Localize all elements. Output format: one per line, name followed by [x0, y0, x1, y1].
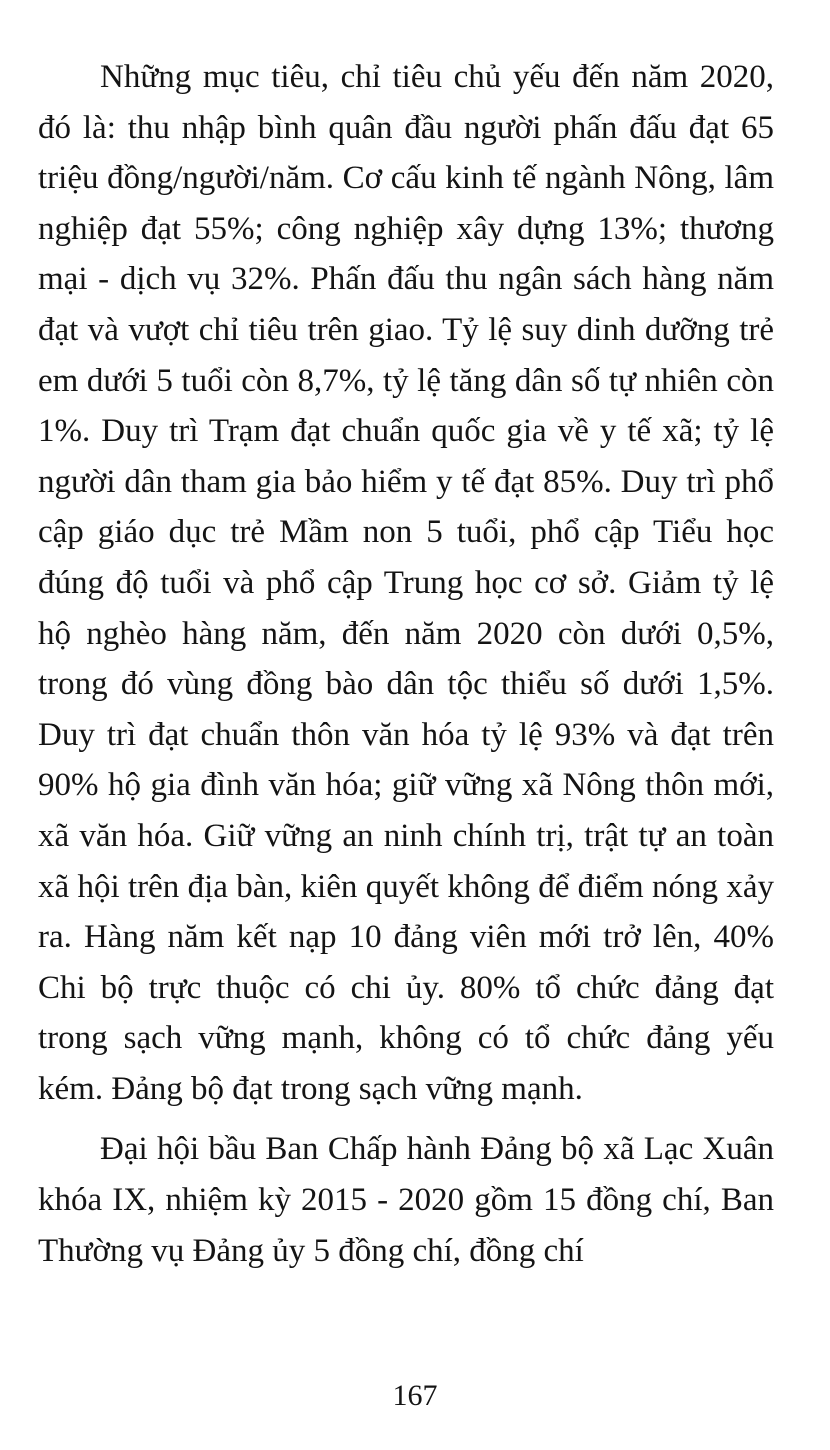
paragraph-goals-2020: Những mục tiêu, chỉ tiêu chủ yếu đến năm 2020, đó là: thu nhập bình quân đầu người phấn đấu đạt 65 triệu đồng/người/năm. Cơ cấu kinh tế ngành Nông, lâm nghiệp đạt 55%; công nghiệp xây dựng 13%; thương mại - dịch vụ 32%. Phấn đấu thu ngân sách hàng năm đạt và vượt chỉ tiêu trên giao. Tỷ lệ suy dinh dưỡng trẻ em dưới 5 tuổi còn 8,7%, tỷ lệ tăng dân số tự nhiên còn 1%. Duy trì Trạm đạt chuẩn quốc gia về y tế xã; tỷ lệ người dân tham gia bảo hiểm y tế đạt 85%. Duy trì phổ cập giáo dục trẻ Mầm non 5 tuổi, phổ cập Tiểu học đúng độ tuổi và phổ cập Trung học cơ sở. Giảm tỷ lệ hộ nghèo hàng năm, đến năm 2020 còn dưới 0,5%, trong đó vùng đồng bào dân tộc thiểu số dưới 1,5%. Duy trì đạt chuẩn thôn văn hóa tỷ lệ 93% và đạt trên 90% hộ gia đình văn hóa; giữ vững xã Nông thôn mới, xã văn hóa. Giữ vững an ninh chính trị, trật tự an toàn xã hội trên địa bàn, kiên quyết không để điểm nóng xảy ra. Hàng năm kết nạp 10 đảng viên mới trở lên, 40% Chi bộ trực thuộc có chi ủy. 80% tổ chức đảng đạt trong sạch vững mạnh, không có tổ chức đảng yếu kém. Đảng bộ đạt trong sạch vững mạnh. — [38, 59, 774, 1107]
paragraph-election: Đại hội bầu Ban Chấp hành Đảng bộ xã Lạc Xuân khóa IX, nhiệm kỳ 2015 - 2020 gồm 15 đồng chí, Ban Thường vụ Đảng ủy 5 đồng chí, đồng chí — [38, 1131, 774, 1269]
body-text — [38, 52, 774, 1276]
page-number: 167 — [392, 1379, 438, 1412]
